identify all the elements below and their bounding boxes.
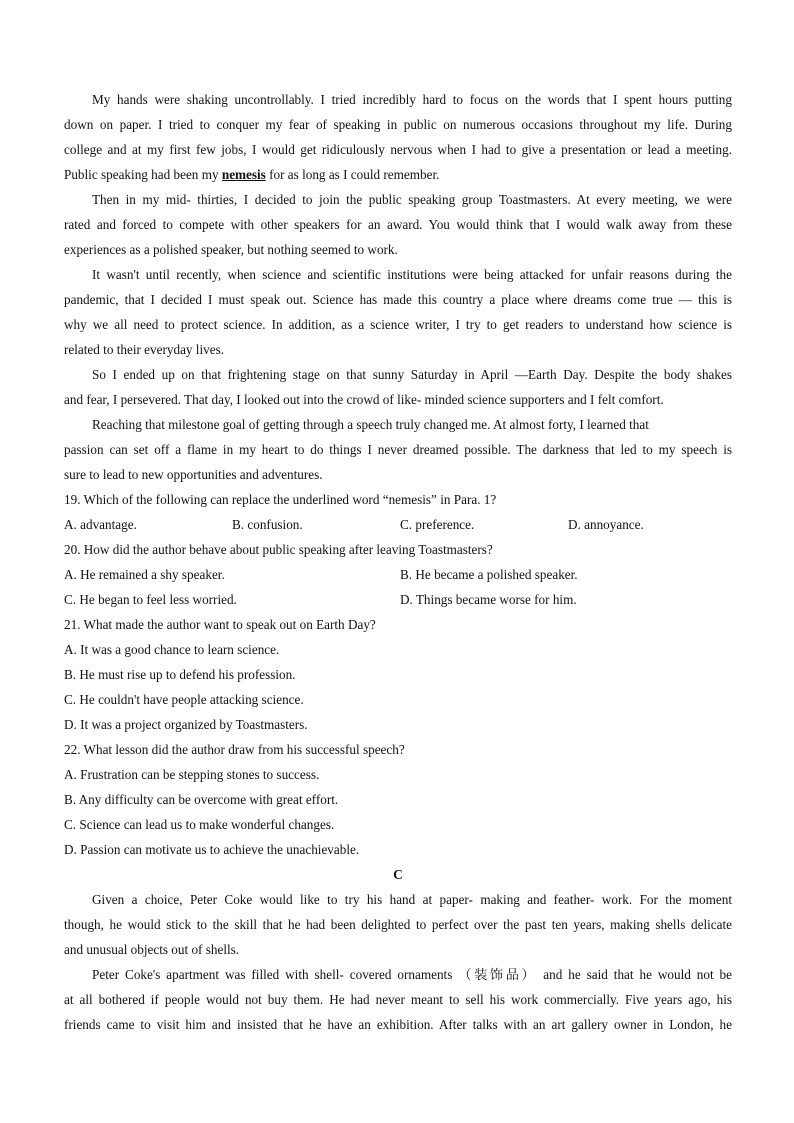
option-a: A. advantage.	[64, 517, 137, 532]
option-c: C. He couldn't have people attacking science.	[64, 692, 304, 707]
passage-paragraph-1	[64, 87, 732, 187]
text-line	[64, 162, 732, 187]
answer-options-row-1	[64, 562, 732, 587]
text-line: passion can set off a flame in my heart to do things I never dreamed possible. The darkness that led to my speech is	[64, 442, 732, 457]
underlined-word-nemesis: nemesis	[221, 167, 266, 182]
option-b: B. He became a polished speaker.	[400, 567, 578, 582]
section-c-paragraph-1	[64, 887, 732, 962]
option-a: A. It was a good chance to learn science.	[64, 642, 280, 657]
text-line: My hands were shaking uncontrollably. I tried incredibly hard to focus on the words that I spent hours putting	[92, 92, 732, 107]
text-line: pandemic, that I decided I must speak out. Science has made this country a place where dreams come true — this is	[64, 292, 732, 307]
text-line: sure to lead to new opportunities and adventures.	[64, 467, 323, 482]
question-19	[64, 487, 732, 537]
question-stem: 19. Which of the following can replace the underlined word “nemesis” in Para. 1?	[64, 492, 497, 507]
text-line: experiences as a polished speaker, but nothing seemed to work.	[64, 242, 398, 257]
exam-page	[64, 87, 732, 1037]
passage-paragraph-2	[64, 187, 732, 262]
text-line: and fear, I persevered. That day, I looked out into the crowd of like- minded science supporters and I felt comfort.	[64, 392, 664, 407]
text-fragment: Public speaking had been my	[64, 167, 222, 182]
option-b: B. confusion.	[232, 517, 303, 532]
text-line: Peter Coke's apartment was filled with shell- covered ornaments （装饰品） and he said that he would not be	[92, 967, 732, 982]
text-line: why we all need to protect science. In addition, as a science writer, I try to get readers to understand how science is	[64, 317, 732, 332]
question-22	[64, 737, 732, 862]
option-a: A. Frustration can be stepping stones to success.	[64, 767, 320, 782]
text-line: So I ended up on that frightening stage on that sunny Saturday in April —Earth Day. Despite the body shakes	[92, 367, 732, 382]
question-21	[64, 612, 732, 737]
text-line: at all bothered if people would not buy them. He had never meant to sell his work commercially. Five years ago, his	[64, 992, 732, 1007]
option-d: D. Passion can motivate us to achieve the unachievable.	[64, 842, 360, 857]
text-line: Reaching that milestone goal of getting through a speech truly changed me. At almost forty, I learned that	[92, 417, 649, 432]
text-line: Given a choice, Peter Coke would like to try his hand at paper- making and feather- work. For the moment	[92, 892, 732, 907]
option-d: D. annoyance.	[568, 517, 644, 532]
option-b: B. Any difficulty can be overcome with great effort.	[64, 792, 339, 807]
section-heading-c: C	[393, 867, 403, 882]
option-c: C. preference.	[400, 517, 475, 532]
section-c-paragraph-2	[64, 962, 732, 1037]
text-line: Then in my mid- thirties, I decided to join the public speaking group Toastmasters. At every meeting, we were	[92, 192, 732, 207]
text-line: It wasn't until recently, when science and scientific institutions were being attacked for unfair reasons during the	[92, 267, 732, 282]
passage-paragraph-3	[64, 262, 732, 362]
text-line: rated and forced to compete with other speakers for an award. You would think that I would walk away from these	[64, 217, 732, 232]
answer-options-row-2	[64, 587, 732, 612]
text-line: though, he would stick to the skill that he had been delighted to perfect over the past ten years, making shells delicate	[64, 917, 732, 932]
option-b: B. He must rise up to defend his profession.	[64, 667, 296, 682]
question-stem: 22. What lesson did the author draw from his successful speech?	[64, 742, 405, 757]
option-a: A. He remained a shy speaker.	[64, 567, 225, 582]
text-line: friends came to visit him and insisted that he have an exhibition. After talks with an art gallery owner in London, he	[64, 1017, 732, 1032]
question-stem: 21. What made the author want to speak out on Earth Day?	[64, 617, 376, 632]
text-fragment: for as long as I could remember.	[265, 167, 440, 182]
option-d: D. It was a project organized by Toastmasters.	[64, 717, 308, 732]
option-d: D. Things became worse for him.	[400, 592, 577, 607]
text-line: college and at my first few jobs, I would get ridiculously nervous when I had to give a presentation or lead a meeting.	[64, 142, 732, 157]
answer-options	[64, 512, 732, 537]
text-line: down on paper. I tried to conquer my fear of speaking in public on numerous occasions throughout my life. During	[64, 117, 732, 132]
passage-paragraph-5	[64, 412, 732, 487]
question-stem: 20. How did the author behave about public speaking after leaving Toastmasters?	[64, 542, 493, 557]
question-20	[64, 537, 732, 612]
option-c: C. He began to feel less worried.	[64, 592, 237, 607]
passage-paragraph-4	[64, 362, 732, 412]
text-line: and unusual objects out of shells.	[64, 942, 240, 957]
text-line: related to their everyday lives.	[64, 342, 225, 357]
option-c: C. Science can lead us to make wonderful changes.	[64, 817, 335, 832]
